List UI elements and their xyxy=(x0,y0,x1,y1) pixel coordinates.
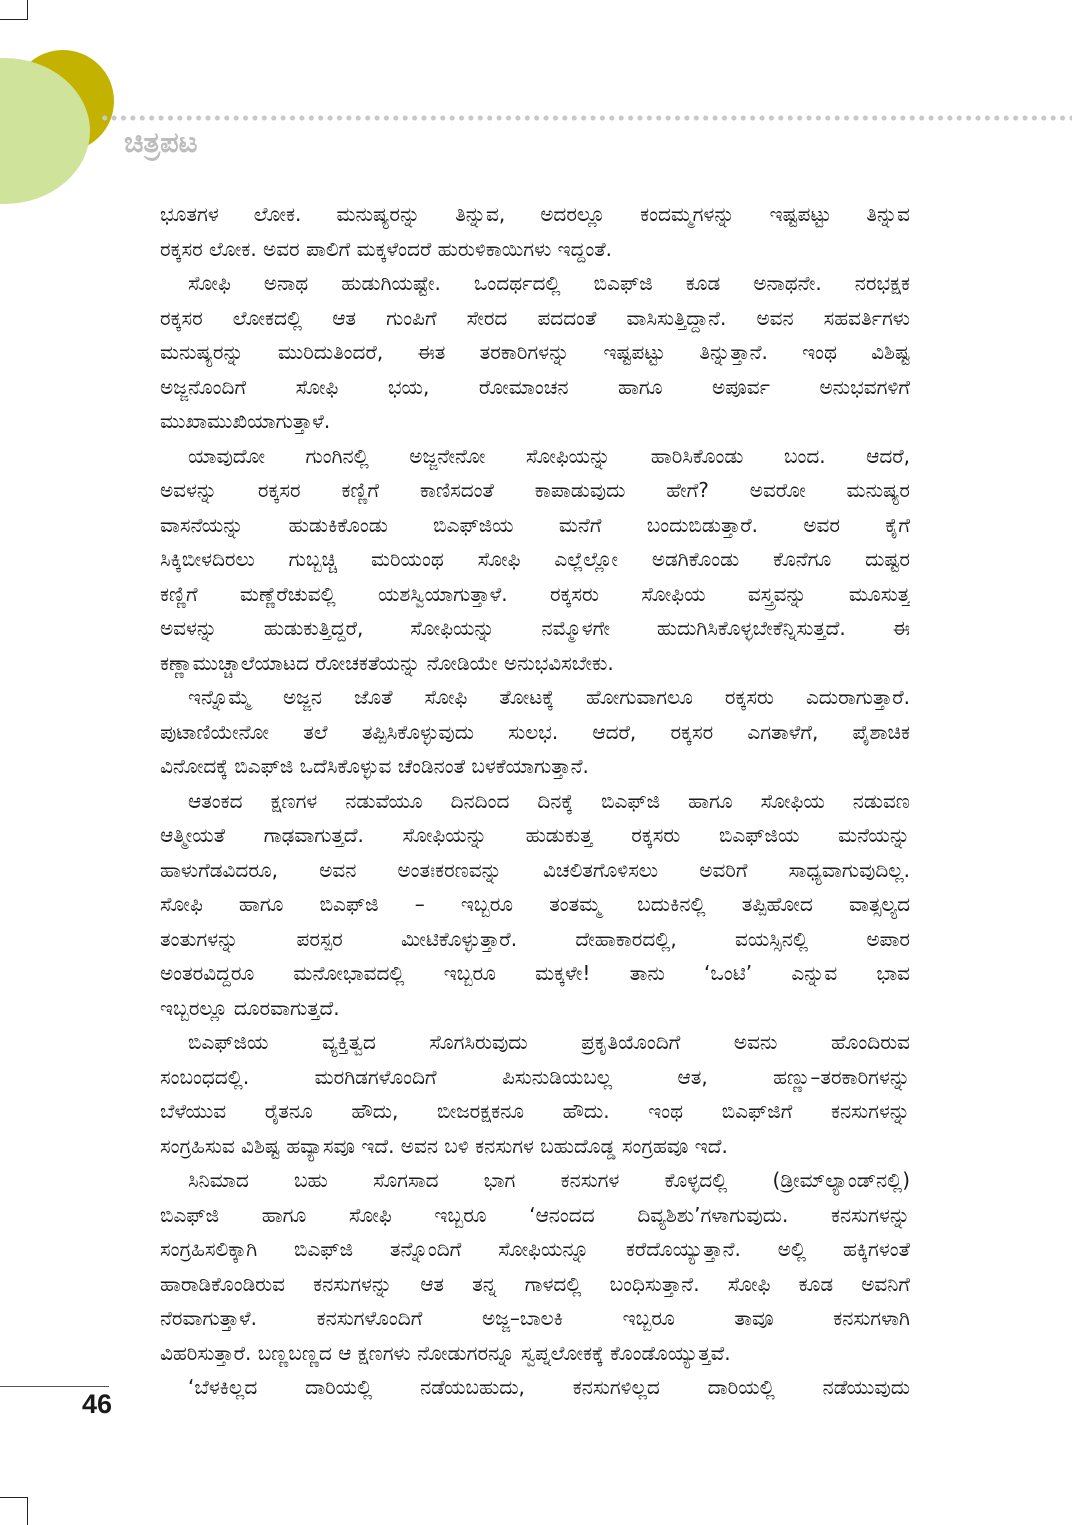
text-line: ಆತಂಕದ ಕ್ಷಣಗಳ ನಡುವೆಯೂ ದಿನದಿಂದ ದಿನಕ್ಕೆ ಬಿಎಫ್‌ಜಿ ಹಾಗೂ ಸೋಫಿಯ ನಡುವಣ xyxy=(188,788,910,813)
text-line: ವಿನೋದಕ್ಕೆ ಬಿಎಫ್‌ಜಿ ಒದೆಸಿಕೊಳ್ಳುವ ಚೆಂಡಿನಂತೆ ಬಳಕೆಯಾಗುತ್ತಾನೆ. xyxy=(160,754,589,778)
text-line: ಆತ್ಮೀಯತೆ ಗಾಢವಾಗುತ್ತದೆ. ಸೋಫಿಯನ್ನು ಹುಡುಕುತ್ತ ರಕ್ಕಸರು ಬಿಎಫ್‌ಜಿಯ ಮನೆಯನ್ನು xyxy=(160,823,910,847)
text-line: ಭೂತಗಳ ಲೋಕ. ಮನುಷ್ಯರನ್ನು ತಿನ್ನುವ, ಅದರಲ್ಲೂ ಕಂದಮ್ಮಗಳನ್ನು ಇಷ್ಟಪಟ್ಟು ತಿನ್ನುವ xyxy=(160,202,910,226)
text-line: ಅಜ್ಜನೊಂದಿಗೆ ಸೋಫಿ ಭಯ, ರೋಮಾಂಚನ ಹಾಗೂ ಅಪೂರ್ವ ಅನುಭವಗಳಿಗೆ xyxy=(160,374,910,399)
dotted-header-rule xyxy=(100,114,1072,122)
text-line: ಇಬ್ಬರಲ್ಲೂ ದೂರವಾಗುತ್ತದೆ. xyxy=(160,995,340,1020)
text-line: ಅವಳನ್ನು ಹುಡುಕುತ್ತಿದ್ದರೆ, ಸೋಫಿಯನ್ನು ನಮ್ಮೊಳಗೇ ಹುದುಗಿಸಿಕೊಳ್ಳಬೇಕೆನ್ನಿಸುತ್ತದೆ. ಈ xyxy=(160,616,910,640)
text-line: ವಿಹರಿಸುತ್ತಾರೆ. ಬಣ್ಣಬಣ್ಣದ ಆ ಕ್ಷಣಗಳು ನೋಡುಗರನ್ನೂ ಸ್ವಪ್ನಲೋಕಕ್ಕೆ ಕೊಂಡೊಯ್ಯುತ್ತವೆ. xyxy=(160,1340,731,1365)
section-label: ಚಿತ್ರಪಟ xyxy=(124,125,198,159)
text-line: ಇನ್ನೊಮ್ಮೆ ಅಜ್ಜನ ಜೊತೆ ಸೋಫಿ ತೋಟಕ್ಕೆ ಹೋಗುವಾಗಲೂ ರಕ್ಕಸರು ಎದುರಾಗುತ್ತಾರೆ. xyxy=(188,685,910,709)
crop-mark-top-horizontal xyxy=(0,19,27,20)
text-line: ಸೋಫಿ ಅನಾಥ ಹುಡುಗಿಯಷ್ಟೇ. ಒಂದರ್ಥದಲ್ಲಿ ಬಿಎಫ್‌ಜಿ ಕೂಡ ಅನಾಥನೇ. ನರಭಕ್ಷಕ xyxy=(188,271,910,295)
text-line: ಸಂಗ್ರಹಿಸುವ ವಿಶಿಷ್ಟ ಹವ್ಯಾಸವೂ ಇದೆ. ಅವನ ಬಳಿ ಕನಸುಗಳ ಬಹುದೊಡ್ಡ ಸಂಗ್ರಹವೂ ಇದೆ. xyxy=(160,1133,728,1158)
crop-mark-top-vertical xyxy=(27,0,28,20)
text-line: ಮುಖಾಮುಖಿಯಾಗುತ್ತಾಳೆ. xyxy=(160,409,331,433)
text-line: ನೆರವಾಗುತ್ತಾಳೆ. ಕನಸುಗಳೊಂದಿಗೆ ಅಜ್ಜ–ಬಾಲಕಿ ಇಬ್ಬರೂ ತಾವೂ ಕನಸುಗಳಾಗಿ xyxy=(160,1306,910,1330)
text-line: ಸಂಬಂಧದಲ್ಲಿ. ಮರಗಿಡಗಳೊಂದಿಗೆ ಪಿಸುನುಡಿಯಬಲ್ಲ ಆತ, ಹಣ್ಣು–ತರಕಾರಿಗಳನ್ನು xyxy=(160,1064,910,1089)
text-line: ರಕ್ಕಸರ ಲೋಕ. ಅವರ ಪಾಲಿಗೆ ಮಕ್ಕಳೆಂದರೆ ಹುರುಳಿಕಾಯಿಗಳು ಇದ್ದಂತೆ. xyxy=(160,236,613,261)
text-line: ಪುಟಾಣಿಯೇನೋ ತಲೆ ತಪ್ಪಿಸಿಕೊಳ್ಳುವುದು ಸುಲಭ. ಆದರೆ, ರಕ್ಕಸರ ಎಗತಾಳೆಗೆ, ಪೈಶಾಚಿಕ xyxy=(160,719,910,744)
text-line: ವಾಸನೆಯನ್ನು ಹುಡುಕಿಕೊಂಡು ಬಿಎಫ್‌ಜಿಯ ಮನೆಗೆ ಬಂದುಬಿಡುತ್ತಾರೆ. ಅವರ ಕೈಗೆ xyxy=(160,512,910,537)
text-line: ಸಿಕ್ಕಿಬೀಳದಿರಲು ಗುಬ್ಬಚ್ಚಿ ಮರಿಯಂಥ ಸೋಫಿ ಎಲ್ಲೆಲ್ಲೋ ಅಡಗಿಕೊಂಡು ಕೊನೆಗೂ ದುಷ್ಟರ xyxy=(160,547,910,571)
text-line: ಹಾರಾಡಿಕೊಂಡಿರುವ ಕನಸುಗಳನ್ನು ಆತ ತನ್ನ ಗಾಳದಲ್ಲಿ ಬಂಧಿಸುತ್ತಾನೆ. ಸೋಫಿ ಕೂಡ ಅವನಿಗೆ xyxy=(160,1271,910,1296)
text-line: ಹಾಳುಗೆಡವಿದರೂ, ಅವನ ಅಂತಃಕರಣವನ್ನು ವಿಚಲಿತಗೊಳಿಸಲು ಅವರಿಗೆ ಸಾಧ್ಯವಾಗುವುದಿಲ್ಲ. xyxy=(160,857,910,882)
crop-mark-bottom-vertical xyxy=(27,1497,28,1525)
text-line: ಕಣ್ಣಿಗೆ ಮಣ್ಣೆರೆಚುವಲ್ಲಿ ಯಶಸ್ವಿಯಾಗುತ್ತಾಳೆ. ರಕ್ಕಸರು ಸೋಫಿಯ ವಸ್ತ್ರವನ್ನು ಮೂಸುತ್ತ xyxy=(160,581,910,606)
page-number: 46 xyxy=(82,1389,113,1419)
page-number-rule xyxy=(0,1386,109,1387)
text-line: ಸಂಗ್ರಹಿಸಲಿಕ್ಕಾಗಿ ಬಿಎಫ್‌ಜಿ ತನ್ನೊಂದಿಗೆ ಸೋಫಿಯನ್ನೂ ಕರೆದೊಯ್ಯುತ್ತಾನೆ. ಅಲ್ಲಿ ಹಕ್ಕಿಗಳಂತೆ xyxy=(160,1237,910,1261)
text-line: ‘ಬೆಳಕಿಲ್ಲದ ದಾರಿಯಲ್ಲಿ ನಡೆಯಬಹುದು, ಕನಸುಗಳಿಲ್ಲದ ದಾರಿಯಲ್ಲಿ ನಡೆಯುವುದು xyxy=(188,1375,910,1399)
text-line: ಬಿಎಫ್‌ಜಿಯ ವ್ಯಕ್ತಿತ್ವದ ಸೊಗಸಿರುವುದು ಪ್ರಕೃತಿಯೊಂದಿಗೆ ಅವನು ಹೊಂದಿರುವ xyxy=(188,1030,910,1054)
text-line: ಬಿಎಫ್‌ಜಿ ಹಾಗೂ ಸೋಫಿ ಇಬ್ಬರೂ ‘ಆನಂದದ ದಿವ್ಯಶಿಶು’ಗಳಾಗುವುದು. ಕನಸುಗಳನ್ನು xyxy=(160,1202,910,1227)
text-line: ಅವಳನ್ನು ರಕ್ಕಸರ ಕಣ್ಣಿಗೆ ಕಾಣಿಸದಂತೆ ಕಾಪಾಡುವುದು ಹೇಗೆ? ಅವರೋ ಮನುಷ್ಯರ xyxy=(160,478,910,502)
text-line: ಸಿನಿಮಾದ ಬಹು ಸೊಗಸಾದ ಭಾಗ ಕನಸುಗಳ ಕೊಳ್ಳದಲ್ಲಿ (ಡ್ರೀಮ್‌ಲ್ಯಾಂಡ್‌ನಲ್ಲಿ) xyxy=(188,1168,910,1192)
text-line: ಮನುಷ್ಯರನ್ನು ಮುರಿದುತಿಂದರೆ, ಈತ ತರಕಾರಿಗಳನ್ನು ಇಷ್ಟಪಟ್ಟು ತಿನ್ನುತ್ತಾನೆ. ಇಂಥ ವಿಶಿಷ್ಟ xyxy=(160,340,910,364)
text-line: ಸೋಫಿ ಹಾಗೂ ಬಿಎಫ್‌ಜಿ – ಇಬ್ಬರೂ ತಂತಮ್ಮ ಬದುಕಿನಲ್ಲಿ ತಪ್ಪಿಹೋದ ವಾತ್ಸಲ್ಯದ xyxy=(160,892,910,916)
text-line: ಅಂತರವಿದ್ದರೂ ಮನೋಭಾವದಲ್ಲಿ ಇಬ್ಬರೂ ಮಕ್ಕಳೇ! ತಾನು ‘ಒಂಟಿ’ ಎನ್ನುವ ಭಾವ xyxy=(160,961,910,985)
article-body xyxy=(160,197,910,1405)
text-line: ಯಾವುದೋ ಗುಂಗಿನಲ್ಲಿ ಅಜ್ಜನೇನೋ ಸೋಫಿಯನ್ನು ಹಾರಿಸಿಕೊಂಡು ಬಂದ. ಆದರೆ, xyxy=(188,443,910,468)
crop-mark-bottom-horizontal xyxy=(0,1497,27,1498)
text-line: ಕಣ್ಣಾಮುಚ್ಚಾಲೆಯಾಟದ ರೋಚಕತೆಯನ್ನು ನೋಡಿಯೇ ಅನುಭವಿಸಬೇಕು. xyxy=(160,650,614,675)
text-line: ರಕ್ಕಸರ ಲೋಕದಲ್ಲಿ ಆತ ಗುಂಪಿಗೆ ಸೇರದ ಪದದಂತೆ ವಾಸಿಸುತ್ತಿದ್ದಾನೆ. ಅವನ ಸಹವರ್ತಿಗಳು xyxy=(160,305,910,330)
text-line: ತಂತುಗಳನ್ನು ಪರಸ್ಪರ ಮೀಟಿಕೊಳ್ಳುತ್ತಾರೆ. ದೇಹಾಕಾರದಲ್ಲಿ, ವಯಸ್ಸಿನಲ್ಲಿ ಅಪಾರ xyxy=(160,926,910,951)
text-line: ಬೆಳೆಯುವ ರೈತನೂ ಹೌದು, ಬೀಜರಕ್ಷಕನೂ ಹೌದು. ಇಂಥ ಬಿಎಫ್‌ಜಿಗೆ ಕನಸುಗಳನ್ನು xyxy=(160,1099,910,1123)
